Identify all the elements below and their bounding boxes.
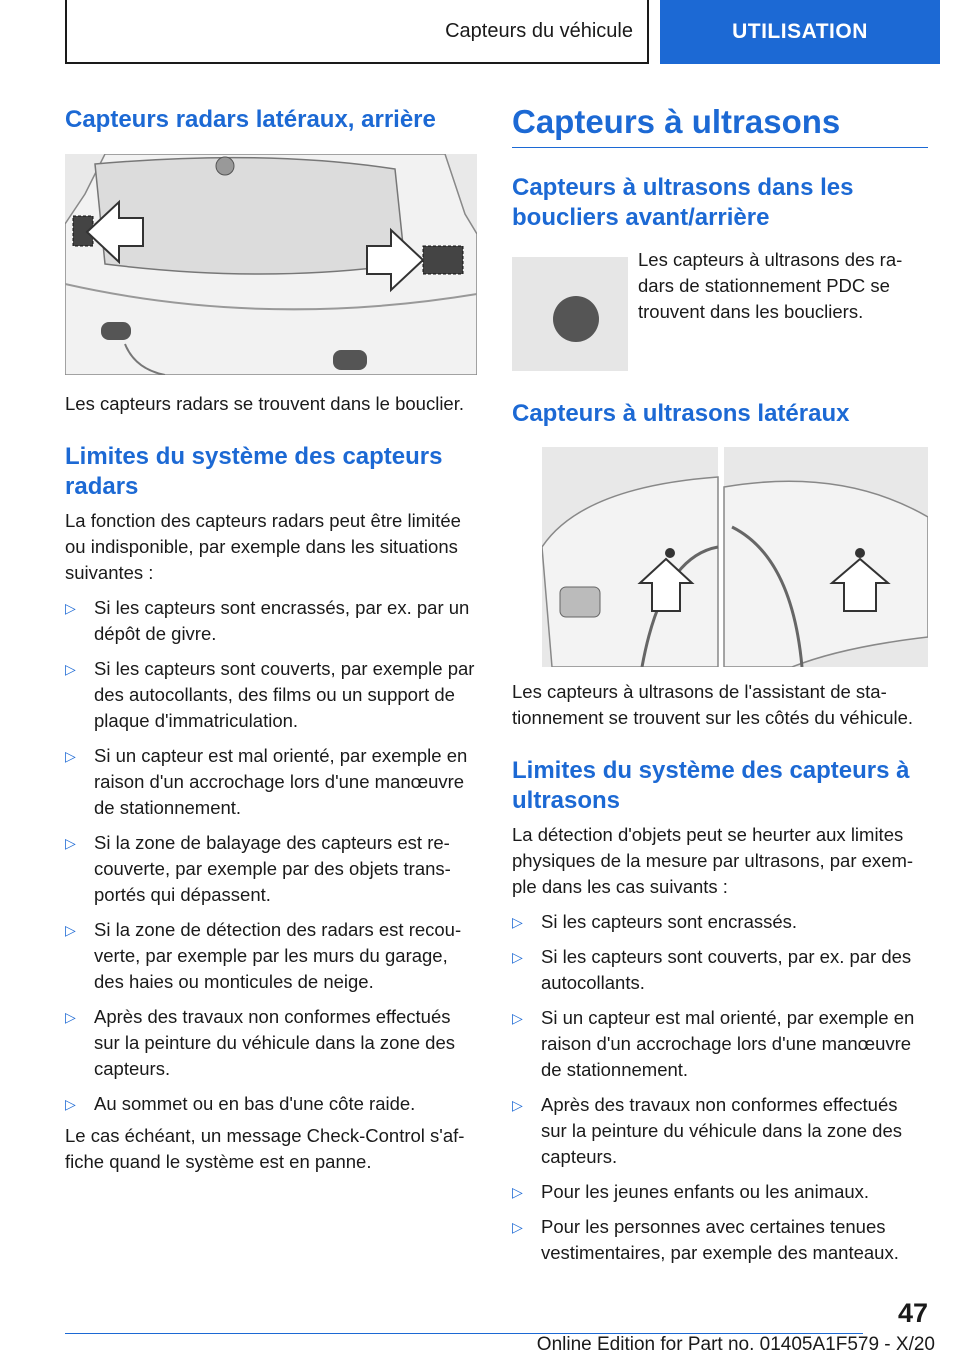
ultrasonic-limits-intro: La détection d'objets peut se heurter aux limites physiques de la mesure par ultrasons, par exem‐ple dans les cas suivants : bbox=[512, 824, 914, 897]
left-column bbox=[65, 100, 477, 1175]
rear-bumper-image bbox=[65, 154, 477, 375]
rear-bumper-illustration bbox=[65, 154, 477, 375]
heading-radar-sensors: Capteurs radars latéraux, arrière bbox=[65, 106, 436, 133]
radar-limits-intro: La fonction des capteurs radars peut être limitée ou indisponible, par exemple dans les situations suivantes : bbox=[65, 510, 461, 583]
header-section-label: Capteurs du véhicule bbox=[445, 19, 633, 42]
list-item: ▷ Si les capteurs sont encrassés, par ex. par un dépôt de givre. bbox=[65, 597, 470, 644]
header-chapter-label: UTILISATION bbox=[732, 20, 868, 43]
heading-bumper-sensors: Capteurs à ultrasons dans les boucliers avant/arrière bbox=[512, 174, 854, 231]
bumper-sensor-block bbox=[512, 247, 928, 371]
ultrasonic-limits-list bbox=[512, 909, 928, 1266]
list-item: ▷ Pour les jeunes enfants ou les animaux. bbox=[512, 1179, 928, 1205]
list-item: ▷ Si les capteurs sont encrassés. bbox=[512, 909, 928, 935]
triangle-bullet-icon: ▷ bbox=[512, 1219, 523, 1235]
sensor-disc-illustration bbox=[512, 257, 628, 371]
list-item: ▷ Si la zone de détection des radars est recou‐verte, par exemple par les murs du garage, des haies ou monticules de neige. bbox=[65, 919, 462, 992]
triangle-bullet-icon: ▷ bbox=[512, 914, 523, 930]
triangle-bullet-icon: ▷ bbox=[512, 1010, 523, 1026]
list-item: ▷ Au sommet ou en bas d'une côte raide. bbox=[65, 1091, 477, 1117]
heading-ultrasonic-limits: Limites du système des capteurs à ultrasons bbox=[512, 757, 910, 814]
list-item: ▷ Si la zone de balayage des capteurs est re‐couverte, par exemple par des objets trans‐portés qui dépassent. bbox=[65, 832, 451, 905]
bumper-sensors-text: Les capteurs à ultrasons des ra‐dars de stationnement PDC se trouvent dans les boucliers. bbox=[638, 249, 903, 322]
triangle-bullet-icon: ▷ bbox=[65, 922, 76, 938]
running-header-chapter bbox=[660, 0, 940, 64]
page-number: 47 bbox=[897, 1298, 928, 1328]
radar-caption: Les capteurs radars se trouvent dans le bouclier. bbox=[65, 393, 465, 414]
radar-limits-outro: Le cas échéant, un message Check-Control s'af‐fiche quand le système est en panne. bbox=[65, 1125, 465, 1172]
footer-edition: Online Edition for Part no. 01405A1F579 - X/20 bbox=[536, 1334, 935, 1355]
heading-lateral-sensors: Capteurs à ultrasons latéraux bbox=[512, 400, 850, 427]
list-item: ▷ Pour les personnes avec certaines tenues vestimentaires, par exemple des manteaux. bbox=[512, 1216, 899, 1263]
list-item: ▷ Si les capteurs sont couverts, par exemple par des autocollants, des films ou un support de plaque d'immatriculation. bbox=[65, 658, 475, 731]
triangle-bullet-icon: ▷ bbox=[512, 1097, 523, 1113]
pdc-sensor-image bbox=[512, 257, 628, 371]
triangle-bullet-icon: ▷ bbox=[65, 835, 76, 851]
triangle-bullet-icon: ▷ bbox=[65, 600, 76, 616]
list-item: ▷ Après des travaux non conformes effectués sur la peinture du véhicule dans la zone des capteurs. bbox=[512, 1094, 902, 1167]
triangle-bullet-icon: ▷ bbox=[65, 748, 76, 764]
triangle-bullet-icon: ▷ bbox=[512, 1184, 523, 1200]
right-column bbox=[512, 100, 928, 1266]
triangle-bullet-icon: ▷ bbox=[65, 661, 76, 677]
triangle-bullet-icon: ▷ bbox=[65, 1009, 76, 1025]
running-header-section bbox=[65, 0, 649, 64]
list-item: ▷ Si un capteur est mal orienté, par exemple en raison d'un accrochage lors d'une manœuvre de stationnement. bbox=[65, 745, 468, 818]
heading-ultrasonic-sensors: Capteurs à ultrasons bbox=[512, 100, 928, 148]
list-item: ▷ Si un capteur est mal orienté, par exemple en raison d'un accrochage lors d'une manœuvre de stationnement. bbox=[512, 1007, 915, 1080]
lateral-sensors-illustration bbox=[542, 447, 928, 667]
radar-limits-list bbox=[65, 595, 477, 1117]
triangle-bullet-icon: ▷ bbox=[65, 1096, 76, 1112]
list-item: ▷ Après des travaux non conformes effectués sur la peinture du véhicule dans la zone des capteurs. bbox=[65, 1006, 455, 1079]
list-item: ▷ Si les capteurs sont couverts, par ex. par des autocollants. bbox=[512, 946, 912, 993]
lateral-sensors-image bbox=[542, 447, 928, 667]
triangle-bullet-icon: ▷ bbox=[512, 949, 523, 965]
lateral-caption: Les capteurs à ultrasons de l'assistant de sta‐tionnement se trouvent sur les côtés du véhicule. bbox=[512, 681, 914, 728]
heading-radar-limits: Limites du système des capteurs radars bbox=[65, 443, 443, 500]
